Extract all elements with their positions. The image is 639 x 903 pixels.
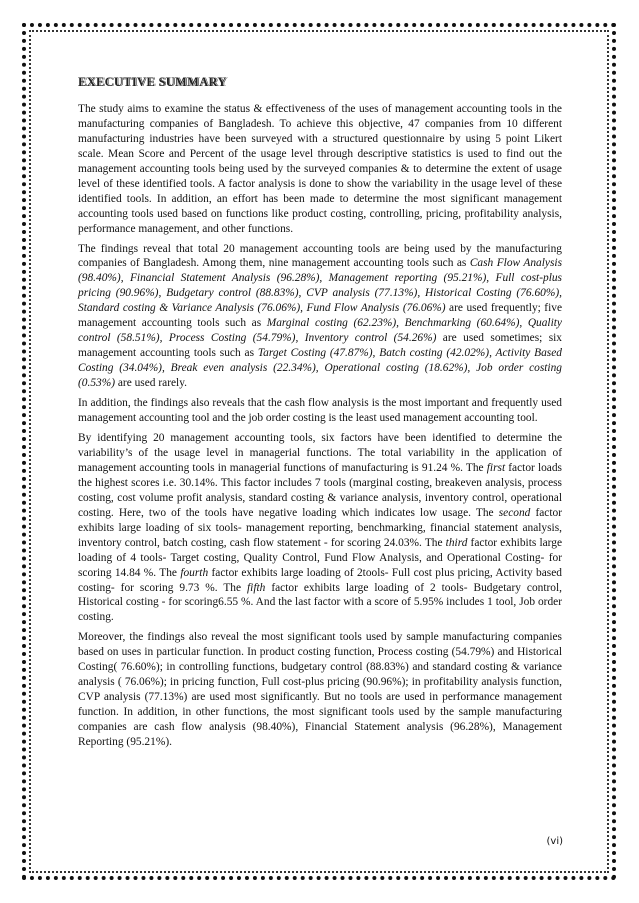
page-number: (vi)	[546, 836, 563, 847]
text-run: are used sometimes; six management accounting tools such as	[78, 332, 562, 360]
document-body	[78, 75, 562, 755]
text-run: factor exhibits large loading of 2tools- Full cost plus pricing, Activity based costing- for scoring 9.73 %. The	[78, 566, 562, 594]
text-run: factor exhibits large loading of 4 tools- Target costing, Quality Control, Fund Flow Analysis, and Operational Costing- for scoring 14.84 %. The	[78, 536, 562, 579]
paragraphs	[78, 102, 562, 750]
italic-text: first	[486, 461, 506, 474]
text-run: By identifying 20 management accounting tools, six factors have been identified to determine the variability’s of the usage level in managerial functions. The total variability in the application of management accounting tools in managerial functions of manufacturing is 91.24 %. The	[78, 431, 562, 474]
text-run: are used rarely.	[115, 377, 188, 390]
text-run: factor exhibits large loading of 2 tools- Budgetary control, Historical costing - for scoring6.55 %. And the last factor with a score of 5.95% includes 1 tool, Job order costing.	[78, 581, 563, 624]
italic-text: Cash Flow Analysis (98.40%), Financial Statement Analysis (96.28%), Management reporting (95.21%), Full cost-plus pricing (90.96%), Budgetary control (88.83%), CVP analysis (77.13%), Historical Costing (76.60%), Standard costing & Variance Analysis (76.06%), Fund Flow Analysis (76.06%)	[78, 257, 562, 315]
text-run: factor loads the highest scores i.e. 30.14%. This factor includes 7 tools (marginal costing, breakeven analysis, process costing, cost volume profit analysis, standard costing & variance analysis, inventory control, operational costing. Here, two of the tools have negative loading which indicates low usage. The	[78, 461, 562, 519]
text-run: In addition, the findings also reveals that the cash flow analysis is the most important and frequently used management accounting tool and the job order costing is the least used management accounting tool.	[78, 397, 562, 425]
paragraph	[78, 396, 562, 426]
text-run: The findings reveal that total 20 management accounting tools are being used by the manufacturing companies of Bangladesh. Among them, nine management accounting tools such as	[78, 242, 562, 270]
italic-text: Marginal costing (62.23%), Benchmarking (60.64%), Quality control (58.51%), Process Costing (54.79%), Inventory control (54.26%)	[78, 317, 562, 345]
text-run: The study aims to examine the status & effectiveness of the uses of management accounting tools in the manufacturing companies of Bangladesh. To achieve this objective, 47 companies from 10 different manufacturing industries have been surveyed with a structured questionnaire by using 5 point Likert scale. Mean Score and Percent of the usage level through descriptive statistics is used to find out the management accounting tools being used by the surveyed companies & to determine the extent of usage level of these identified tools. A factor analysis is done to show the variability in the usage level of these identified tools. In addition, an effort has been made to determine the most significant management accounting tools used based on functions like product costing, controlling, pricing, profitability analysis, performance management, and other functions.	[78, 102, 562, 235]
text-run: factor exhibits large loading of six tools- management reporting, benchmarking, financial statement analysis, inventory control, batch costing, cash flow statement - for scoring 24.03%. The	[78, 506, 563, 549]
text-run: Moreover, the findings also reveal the most significant tools used by sample manufacturing companies based on uses in particular function. In product costing function, Process costing (54.79%) and Historical Costing( 76.60%); in controlling functions, budgetary control (88.83%) and standard costing & variance analysis ( 76.06%); in pricing function, Full cost-plus pricing (90.96%); in profitability analysis function, CVP analysis (77.13%) are used most significantly. But no tools are used in performance management function. In addition, in other functions, the most significant tools used by the sample manufacturing companies are cash flow analysis (98.40%), Financial Statement analysis (96.28%), Management Reporting (95.21%).	[78, 631, 562, 749]
italic-text: Target Costing (47.87%), Batch costing (42.02%), Activity Based Costing (34.04%), Break even analysis (22.34%), Operational costing (18.62%), Job order costing (0.53%)	[78, 347, 562, 390]
italic-text: fourth	[180, 566, 209, 579]
section-heading: EXECUTIVE SUMMARY	[78, 75, 227, 89]
italic-text: third	[445, 536, 468, 549]
italic-text: fifth	[247, 581, 266, 594]
text-run: are used frequently; five management accounting tools such as	[78, 302, 563, 330]
paragraph	[78, 630, 562, 750]
italic-text: second	[498, 506, 531, 519]
paragraph	[78, 431, 562, 625]
paragraph	[78, 242, 562, 392]
paragraph	[78, 102, 562, 237]
